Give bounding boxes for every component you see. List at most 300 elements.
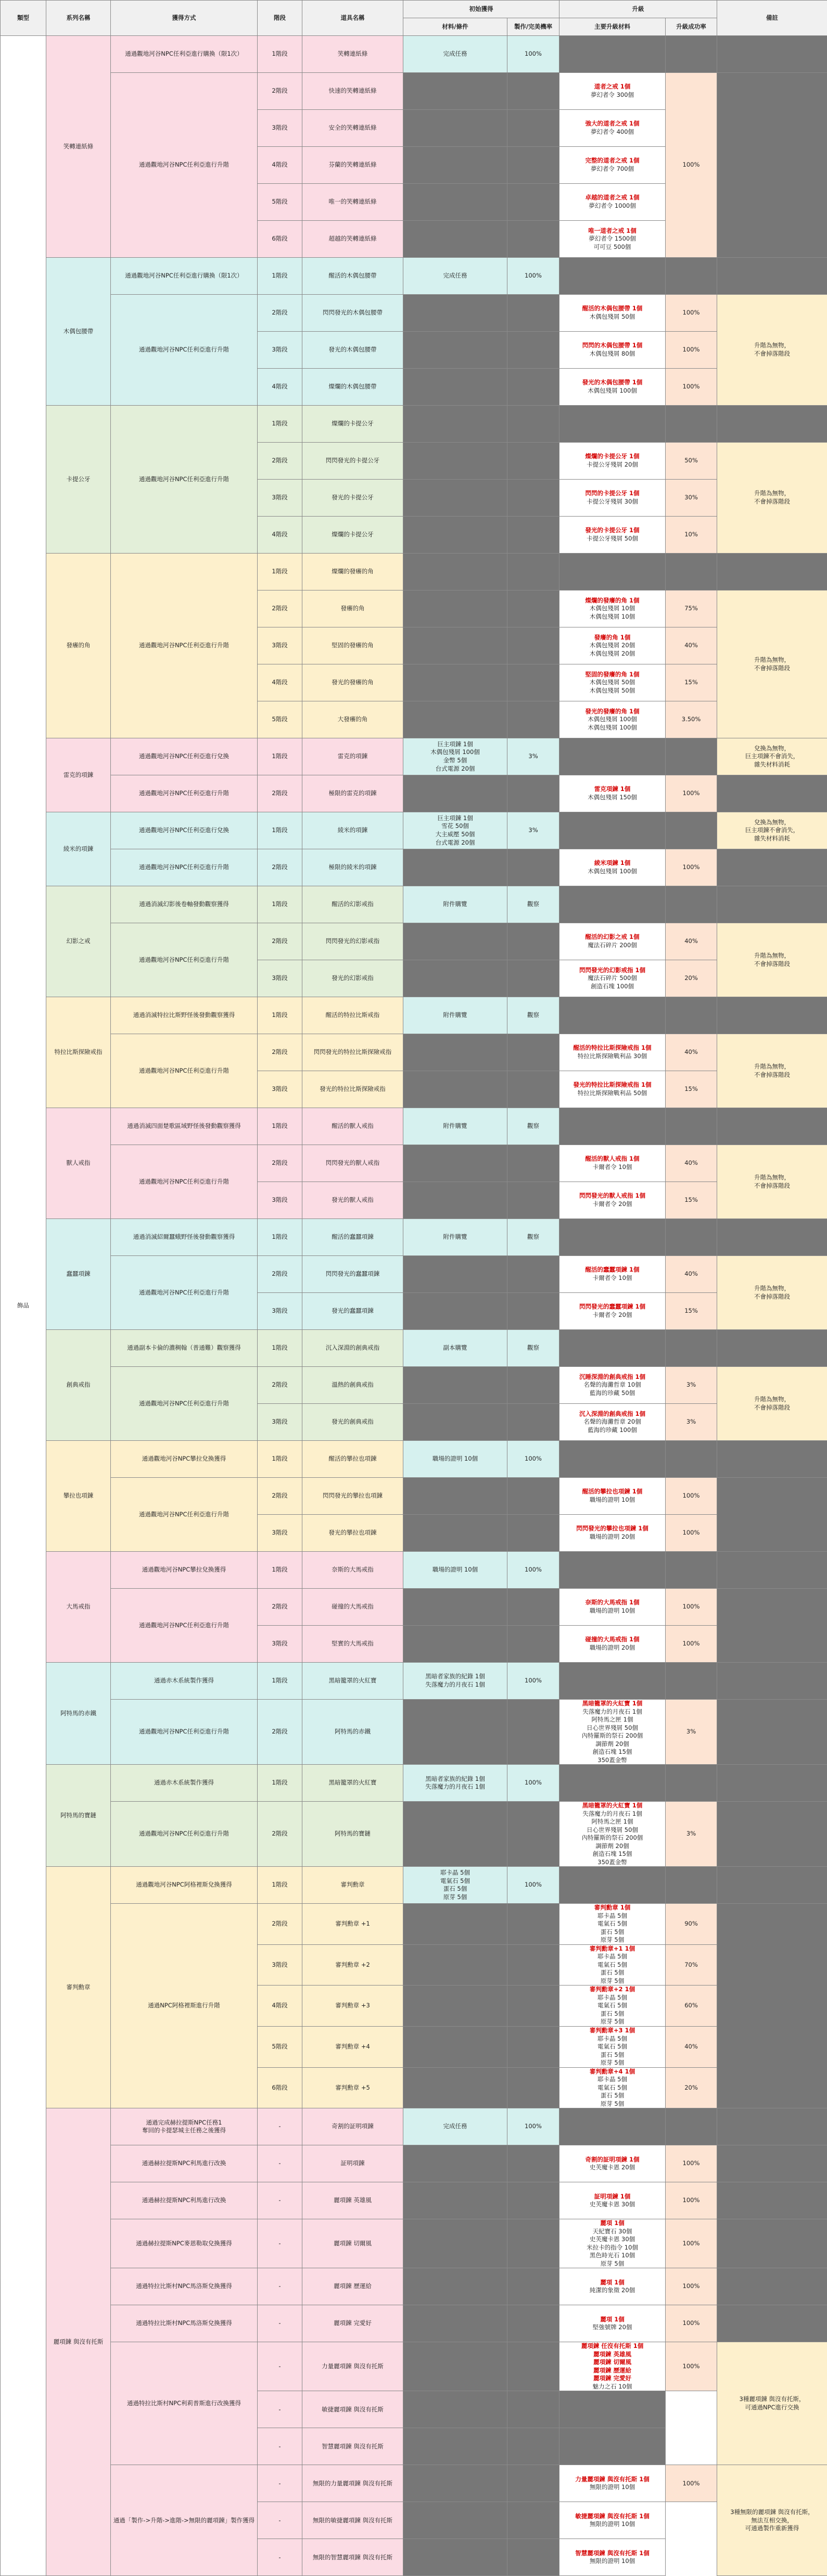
upgrade-material-cell [559, 627, 666, 664]
upgrade-material-cell [559, 110, 666, 147]
table-row [1, 1367, 827, 1404]
condition-line: 職場的證明 10個 [403, 1455, 507, 1463]
empty-cell [507, 369, 559, 406]
stage-cell: 3階段 [258, 1404, 302, 1441]
material-line: 堅固的發癢的角 1個 [559, 671, 665, 679]
upgrade-rate-cell: 15% [666, 1071, 717, 1108]
item-name-cell: 雷克的項鍊 [302, 738, 403, 775]
material-line: 天紀寶石 30個 [559, 2228, 665, 2236]
stage-cell: 3階段 [258, 110, 302, 147]
item-name-cell: 超越的笑轉連紙條 [302, 221, 403, 258]
empty-cell [507, 1986, 559, 2027]
empty-cell [507, 2428, 559, 2465]
upgrade-material-cell [559, 1293, 666, 1330]
item-name-cell: 芬蘭的笑轉連紙條 [302, 147, 403, 184]
empty-cell [403, 849, 507, 886]
upgrade-material-cell [559, 2145, 666, 2182]
empty-cell [666, 886, 717, 923]
initial-material-cell [403, 1663, 507, 1700]
empty-cell [666, 1765, 717, 1802]
item-name-cell: 發光的發癢的角 [302, 664, 403, 701]
upgrade-rate-cell: 3% [666, 1802, 717, 1867]
material-line: 內特羅斯的祭石 200個 [559, 1732, 665, 1740]
table-row [1, 812, 827, 849]
item-name-cell: 堅實的大馬戒指 [302, 1626, 403, 1663]
item-name-cell: 堅固的發癢的角 [302, 627, 403, 664]
item-name-cell: 大發癢的角 [302, 701, 403, 738]
material-line: 木偶包殘屑 10個 [559, 613, 665, 621]
empty-cell [403, 517, 507, 554]
item-name-cell: 審判勳章 +1 [302, 1904, 403, 1945]
header-initial-group: 初始獲得 [403, 1, 559, 18]
table-row [1, 2219, 827, 2268]
empty-cell [666, 1552, 717, 1589]
empty-cell [717, 1765, 827, 1802]
method-cell: 通過觀地河谷NPC任利亞進行升階 [111, 406, 258, 554]
material-line: 閃閃發光的獸人戒指 1個 [559, 1192, 665, 1200]
material-line: 電氣石 5個 [559, 2084, 665, 2092]
upgrade-material-cell [559, 701, 666, 738]
empty-cell [507, 664, 559, 701]
empty-cell [403, 1944, 507, 1986]
table-row [1, 406, 827, 443]
material-line: 特拉比斯探險戰利品 50個 [559, 1089, 665, 1098]
empty-cell [507, 590, 559, 627]
series-cell: 發癢的角 [46, 554, 111, 738]
item-name-cell: 無限的智慧麗項鍊 與沒有托斯 [302, 2539, 403, 2576]
item-name-cell: 閃閃發光的獸人戒指 [302, 1145, 403, 1182]
empty-cell [507, 1034, 559, 1071]
material-line: 審判勳章 1個 [559, 1904, 665, 1912]
empty-cell [403, 664, 507, 701]
upgrade-material-cell [559, 517, 666, 554]
empty-cell [559, 258, 666, 295]
initial-rate-cell: 100% [507, 1441, 559, 1478]
item-name-cell: 醒活的獸人戒指 [302, 1108, 403, 1145]
empty-cell [717, 1552, 827, 1589]
method-cell: 通過觀地河谷NPC任利亞進行升階 [111, 923, 258, 997]
table-row [1, 2342, 827, 2391]
material-line: 卡提公牙殘屑 30個 [559, 498, 665, 506]
method-cell: 通過觀地河谷NPC任利亞進行升階 [111, 1256, 258, 1330]
table-row [1, 1700, 827, 1765]
header-item-name: 道具名稱 [302, 1, 403, 36]
material-line: 閃閃發光的幻影戒指 1個 [559, 966, 665, 975]
material-line: 職場的證明 20個 [559, 1533, 665, 1541]
material-line: 木偶包殘屑 50個 [559, 313, 665, 321]
empty-cell [666, 258, 717, 295]
material-line: 堅強號牌 20個 [559, 2323, 665, 2332]
method-cell: 通過觀地河谷NPC任利亞進行升階 [111, 1589, 258, 1663]
empty-cell [717, 1330, 827, 1367]
empty-cell [559, 812, 666, 849]
upgrade-material-cell [559, 1071, 666, 1108]
material-line: 夢幻者令 700個 [559, 165, 665, 173]
header-type: 類型 [1, 1, 46, 36]
stage-cell: 3階段 [258, 1071, 302, 1108]
empty-cell [403, 1182, 507, 1219]
empty-cell [507, 923, 559, 960]
stage-cell: 2階段 [258, 1802, 302, 1867]
empty-cell [717, 2182, 827, 2219]
condition-line: 完成任務 [403, 272, 507, 280]
empty-cell [403, 1904, 507, 1945]
item-name-cell: 醒活的幻影戒指 [302, 886, 403, 923]
table-row [1, 1552, 827, 1589]
stage-cell: 2階段 [258, 590, 302, 627]
stage-cell: - [258, 2539, 302, 2576]
empty-cell [403, 960, 507, 997]
empty-cell [717, 1108, 827, 1145]
header-method: 獲得方式 [111, 1, 258, 36]
empty-cell [559, 2391, 666, 2428]
empty-cell [717, 36, 827, 73]
empty-cell [403, 554, 507, 590]
material-line: 麗項 1個 [559, 2219, 665, 2228]
initial-material-cell [403, 1552, 507, 1589]
empty-cell [507, 2145, 559, 2182]
stage-cell: 1階段 [258, 886, 302, 923]
empty-cell [507, 332, 559, 369]
upgrade-material-cell [559, 2182, 666, 2219]
material-line: 耶卡晶 5個 [559, 2076, 665, 2084]
method-cell: 通過觀地河谷NPC任利亞進行購換（限1次） [111, 258, 258, 295]
header-note: 備註 [717, 1, 827, 36]
stage-cell: 3階段 [258, 1293, 302, 1330]
material-line: 醒活的幻影之戒 1個 [559, 933, 665, 941]
material-line: 燦爛的發癢的角 1個 [559, 597, 665, 605]
item-name-cell: 燦爛的發癢的角 [302, 554, 403, 590]
empty-cell [403, 480, 507, 517]
stage-cell: 1階段 [258, 1663, 302, 1700]
item-name-cell: 阿特馬的赤鐵 [302, 1700, 403, 1765]
stage-cell: 1階段 [258, 406, 302, 443]
note-cell: 升階為無物， 不會掉落階段 [717, 1256, 827, 1330]
empty-cell [507, 1589, 559, 1626]
condition-line: 職場的證明 10個 [403, 1566, 507, 1574]
method-cell: 通過赫拉提斯NPC利馬進行改換 [111, 2145, 258, 2182]
material-line: 卡提公牙殘屑 20個 [559, 461, 665, 469]
material-line: 木偶包殘屑 150個 [559, 794, 665, 802]
stage-cell: 1階段 [258, 1441, 302, 1478]
material-line: 沉睡深淵的創典戒指 1個 [559, 1373, 665, 1381]
method-cell: 通過特拉比斯村NPC利莉普斯進行改換獲得 [111, 2342, 258, 2465]
empty-cell [507, 1700, 559, 1765]
empty-cell [717, 2268, 827, 2305]
material-line: 原芽 5個 [559, 1977, 665, 1986]
table-row [1, 2145, 827, 2182]
material-line: 燦爛的卡提公牙 1個 [559, 453, 665, 461]
upgrade-material-cell [559, 664, 666, 701]
stage-cell: 3階段 [258, 1626, 302, 1663]
empty-cell [403, 1626, 507, 1663]
stage-cell: - [258, 2502, 302, 2539]
stage-cell: 1階段 [258, 258, 302, 295]
stage-cell: 4階段 [258, 369, 302, 406]
material-line: 電氣石 5個 [559, 2002, 665, 2010]
material-line: 無限的證明 10個 [559, 2483, 665, 2492]
initial-rate-cell: 100% [507, 1765, 559, 1802]
series-cell: 大馬戒指 [46, 1552, 111, 1663]
table-row [1, 2465, 827, 2502]
stage-cell: 1階段 [258, 997, 302, 1034]
empty-cell [403, 2305, 507, 2342]
upgrade-material-cell [559, 2268, 666, 2305]
material-line: 閃閃發光的攀拉也項鍊 1個 [559, 1525, 665, 1533]
series-cell: 幻影之戒 [46, 886, 111, 997]
material-line: 醒活的攀拉也項鍊 1個 [559, 1488, 665, 1496]
empty-cell [507, 554, 559, 590]
stage-cell: 1階段 [258, 1765, 302, 1802]
method-cell: 通過觀地河谷NPC任利亞進行升階 [111, 1034, 258, 1108]
header-series: 系列名稱 [46, 1, 111, 36]
material-line: 醒活的獸人戒指 1個 [559, 1155, 665, 1163]
empty-cell [403, 147, 507, 184]
empty-cell [403, 1256, 507, 1293]
empty-cell [717, 1663, 827, 1700]
initial-material-cell [403, 812, 507, 849]
condition-line: 黑暗者家族的紀錄 1個 [403, 1775, 507, 1783]
upgrade-rate-cell: 90% [666, 1904, 717, 1945]
upgrade-material-cell [559, 147, 666, 184]
upgrade-material-cell [559, 590, 666, 627]
empty-cell [666, 1330, 717, 1367]
item-name-cell: 黑暗籠罩的火紅寶 [302, 1663, 403, 1700]
method-cell: 通過觀地河谷NPC攀拉兌換獲得 [111, 1441, 258, 1478]
material-line: 史芙魔卡恩 30個 [559, 2235, 665, 2244]
item-name-cell: 溫熱的創典戒指 [302, 1367, 403, 1404]
stage-cell: 5階段 [258, 184, 302, 221]
table-row [1, 1330, 827, 1367]
material-line: 職場的證明 10個 [559, 1496, 665, 1504]
empty-cell [507, 1515, 559, 1552]
empty-cell [507, 73, 559, 110]
method-cell: 通過觀地河谷NPC任利亞進行升階 [111, 1478, 258, 1552]
material-line: 智慧麗項鍊 與沒有托斯 1個 [559, 2549, 665, 2558]
material-line: 蛋石 5個 [559, 2010, 665, 2018]
stage-cell: 2階段 [258, 295, 302, 332]
empty-cell [559, 1219, 666, 1256]
stage-cell: - [258, 2342, 302, 2391]
empty-cell [559, 406, 666, 443]
material-line: 原芽 5個 [559, 2100, 665, 2108]
table-row [1, 886, 827, 923]
material-line: 蛋石 5個 [559, 2092, 665, 2100]
note-cell: 兌換為無物， 巨主項鍊不會消失， 雜失材料消耗 [717, 738, 827, 775]
material-line: 卡爾者令 20個 [559, 1311, 665, 1320]
stage-cell: - [258, 2108, 302, 2145]
material-line: 日心世界殘屑 50個 [559, 1724, 665, 1732]
material-line: 雷克項鍊 1個 [559, 785, 665, 794]
note-cell: 3種無限的麗項鍊 與沒有托斯， 無法互相交換， 可通過製作重新獲得 [717, 2465, 827, 2576]
empty-cell [507, 701, 559, 738]
material-line: 木偶包殘屑 100個 [559, 715, 665, 724]
stage-cell: 2階段 [258, 1589, 302, 1626]
item-name-cell: 審判勳章 +4 [302, 2026, 403, 2067]
header-upgrade-material: 主要升級材料 [559, 18, 666, 36]
upgrade-rate-cell: 100% [666, 1478, 717, 1515]
empty-cell [403, 701, 507, 738]
stage-cell: 2階段 [258, 1034, 302, 1071]
material-line: 電氣石 5個 [559, 1961, 665, 1969]
material-line: 失落魔力的月夜石 1個 [559, 1810, 665, 1818]
empty-cell [403, 1515, 507, 1552]
upgrade-rate-cell: 100% [666, 1515, 717, 1552]
material-line: 耶卡晶 5個 [559, 1953, 665, 1961]
upgrade-material-cell [559, 1515, 666, 1552]
empty-cell [403, 923, 507, 960]
initial-material-cell [403, 2108, 507, 2145]
upgrade-material-cell [559, 849, 666, 886]
item-name-cell: 發光的攀拉也項鍊 [302, 1515, 403, 1552]
material-line: 耶卡晶 5個 [559, 2035, 665, 2043]
material-line: 麗項鍊 歷運給 [559, 2367, 665, 2375]
material-line: 閃閃發光的蠢蠶項鍊 1個 [559, 1303, 665, 1311]
table-row [1, 923, 827, 960]
material-line: 審判勳章+4 1個 [559, 2068, 665, 2076]
material-line: 原芽 5個 [559, 2260, 665, 2268]
material-line: 電氣石 5個 [559, 2043, 665, 2051]
upgrade-material-cell [559, 1904, 666, 1945]
method-cell: 通過觀地河谷NPC阿格裡斯兌換獲得 [111, 1867, 258, 1904]
item-name-cell: 燦爛的卡提公牙 [302, 517, 403, 554]
upgrade-rate-cell: 100% [666, 332, 717, 369]
empty-cell [507, 2502, 559, 2539]
upgrade-rate-cell: 100% [666, 2342, 717, 2391]
note-cell: 兌換為無物， 巨主項鍊不會消失， 雜失材料消耗 [717, 812, 827, 849]
method-cell: 通過觀地河谷NPC任利亞進行升階 [111, 775, 258, 812]
stage-cell: - [258, 2219, 302, 2268]
empty-cell [717, 2219, 827, 2268]
empty-cell [507, 221, 559, 258]
stage-cell: 3階段 [258, 960, 302, 997]
upgrade-material-cell [559, 184, 666, 221]
condition-line: 黑暗者家族的紀錄 1個 [403, 1673, 507, 1681]
empty-cell [403, 110, 507, 147]
upgrade-rate-cell: 70% [666, 1944, 717, 1986]
table-row [1, 295, 827, 332]
empty-cell [403, 332, 507, 369]
item-name-cell: 審判勳章 +2 [302, 1944, 403, 1986]
condition-line: 雪花 50個 [403, 822, 507, 831]
upgrade-rate-cell: 40% [666, 923, 717, 960]
empty-cell [507, 1293, 559, 1330]
stage-cell: 2階段 [258, 923, 302, 960]
empty-cell [403, 443, 507, 480]
upgrade-material-cell [559, 1589, 666, 1626]
material-line: 原芽 5個 [559, 2018, 665, 2026]
empty-cell [507, 1944, 559, 1986]
upgrade-rate-cell: 100% [666, 1589, 717, 1626]
initial-rate-cell: 100% [507, 1552, 559, 1589]
table-row [1, 1478, 827, 1515]
upgrade-material-cell [559, 1478, 666, 1515]
upgrade-material-cell [559, 1626, 666, 1663]
item-name-cell: 審判勳章 +5 [302, 2067, 403, 2108]
item-name-cell: 閃閃發光的木偶包腰帶 [302, 295, 403, 332]
empty-cell [507, 1802, 559, 1867]
empty-cell [403, 590, 507, 627]
condition-line: 蛋石 5個 [403, 1885, 507, 1893]
stage-cell: 2階段 [258, 1145, 302, 1182]
empty-cell [559, 2108, 666, 2145]
table-row [1, 2268, 827, 2305]
condition-line: 巨主項鍊 1個 [403, 814, 507, 823]
upgrade-material-cell [559, 2342, 666, 2391]
upgrade-material-cell [559, 2219, 666, 2268]
method-cell: 通過特拉比斯村NPC馬洛斯兌換獲得 [111, 2305, 258, 2342]
material-line: 發光的卡提公牙 1個 [559, 526, 665, 535]
empty-cell [717, 554, 827, 590]
material-line: 調節劑 20個 [559, 1740, 665, 1749]
item-name-cell: 快速的笑轉連紙條 [302, 73, 403, 110]
method-cell: 通過特拉比斯村NPC馬洛斯兌換獲得 [111, 2268, 258, 2305]
material-line: 黑色時光石 10個 [559, 2252, 665, 2260]
empty-cell [666, 36, 717, 73]
item-name-cell: 閃閃發光的攀拉也項鍊 [302, 1478, 403, 1515]
material-line: 麗項鍊 切爾風 [559, 2358, 665, 2367]
stage-cell: 1階段 [258, 36, 302, 73]
material-line: 阿特馬之匣 1個 [559, 1716, 665, 1724]
empty-cell [403, 2219, 507, 2268]
item-name-cell: 奇割的証明項鍊 [302, 2108, 403, 2145]
material-line: 木偶包殘屑 50個 [559, 678, 665, 687]
empty-cell [403, 295, 507, 332]
empty-cell [403, 73, 507, 110]
condition-line: 附件購覽 [403, 900, 507, 909]
material-line: 審判勳章+3 1個 [559, 2027, 665, 2035]
header-upgrade-rate: 升級成功率 [666, 18, 717, 36]
material-line: 力量麗項鍊 與沒有托斯 1個 [559, 2476, 665, 2484]
series-cell: 卡提公牙 [46, 406, 111, 554]
initial-rate-cell: 100% [507, 258, 559, 295]
upgrade-rate-cell: 75% [666, 590, 717, 627]
upgrade-rate-cell: 100% [666, 295, 717, 332]
empty-cell [507, 2539, 559, 2576]
stage-cell: 2階段 [258, 1256, 302, 1293]
upgrade-material-cell [559, 1182, 666, 1219]
empty-cell [403, 2342, 507, 2391]
condition-line: 附件購覽 [403, 1011, 507, 1020]
empty-cell [507, 2268, 559, 2305]
item-name-cell: 碰撞的大馬戒指 [302, 1589, 403, 1626]
empty-cell [403, 2026, 507, 2067]
empty-cell [507, 1626, 559, 1663]
stage-cell: - [258, 2428, 302, 2465]
empty-cell [403, 406, 507, 443]
item-name-cell: 審判勳章 +3 [302, 1986, 403, 2027]
upgrade-material-cell [559, 2502, 666, 2539]
item-name-cell: 麗項鍊 切爾風 [302, 2219, 403, 2268]
empty-cell [507, 2342, 559, 2391]
empty-cell [717, 775, 827, 812]
item-name-cell: 安全的笑轉連紙條 [302, 110, 403, 147]
series-cell: 麗項鍊 與沒有托斯 [46, 2108, 111, 2576]
material-line: 碰撞的大馬戒指 1個 [559, 1636, 665, 1644]
empty-cell [507, 849, 559, 886]
condition-line: 原芽 5個 [403, 1893, 507, 1902]
empty-cell [403, 1367, 507, 1404]
upgrade-material-cell [559, 1700, 666, 1765]
material-line: 木偶包殘屑 20個 [559, 650, 665, 658]
note-cell: 升階為無物， 不會掉落階段 [717, 590, 827, 738]
empty-cell [717, 1700, 827, 1765]
material-line: 木偶包殘屑 100個 [559, 868, 665, 876]
table-row [1, 36, 827, 73]
empty-cell [403, 221, 507, 258]
note-cell: 升階為無物， 不會掉落階段 [717, 923, 827, 997]
stage-cell: 4階段 [258, 517, 302, 554]
